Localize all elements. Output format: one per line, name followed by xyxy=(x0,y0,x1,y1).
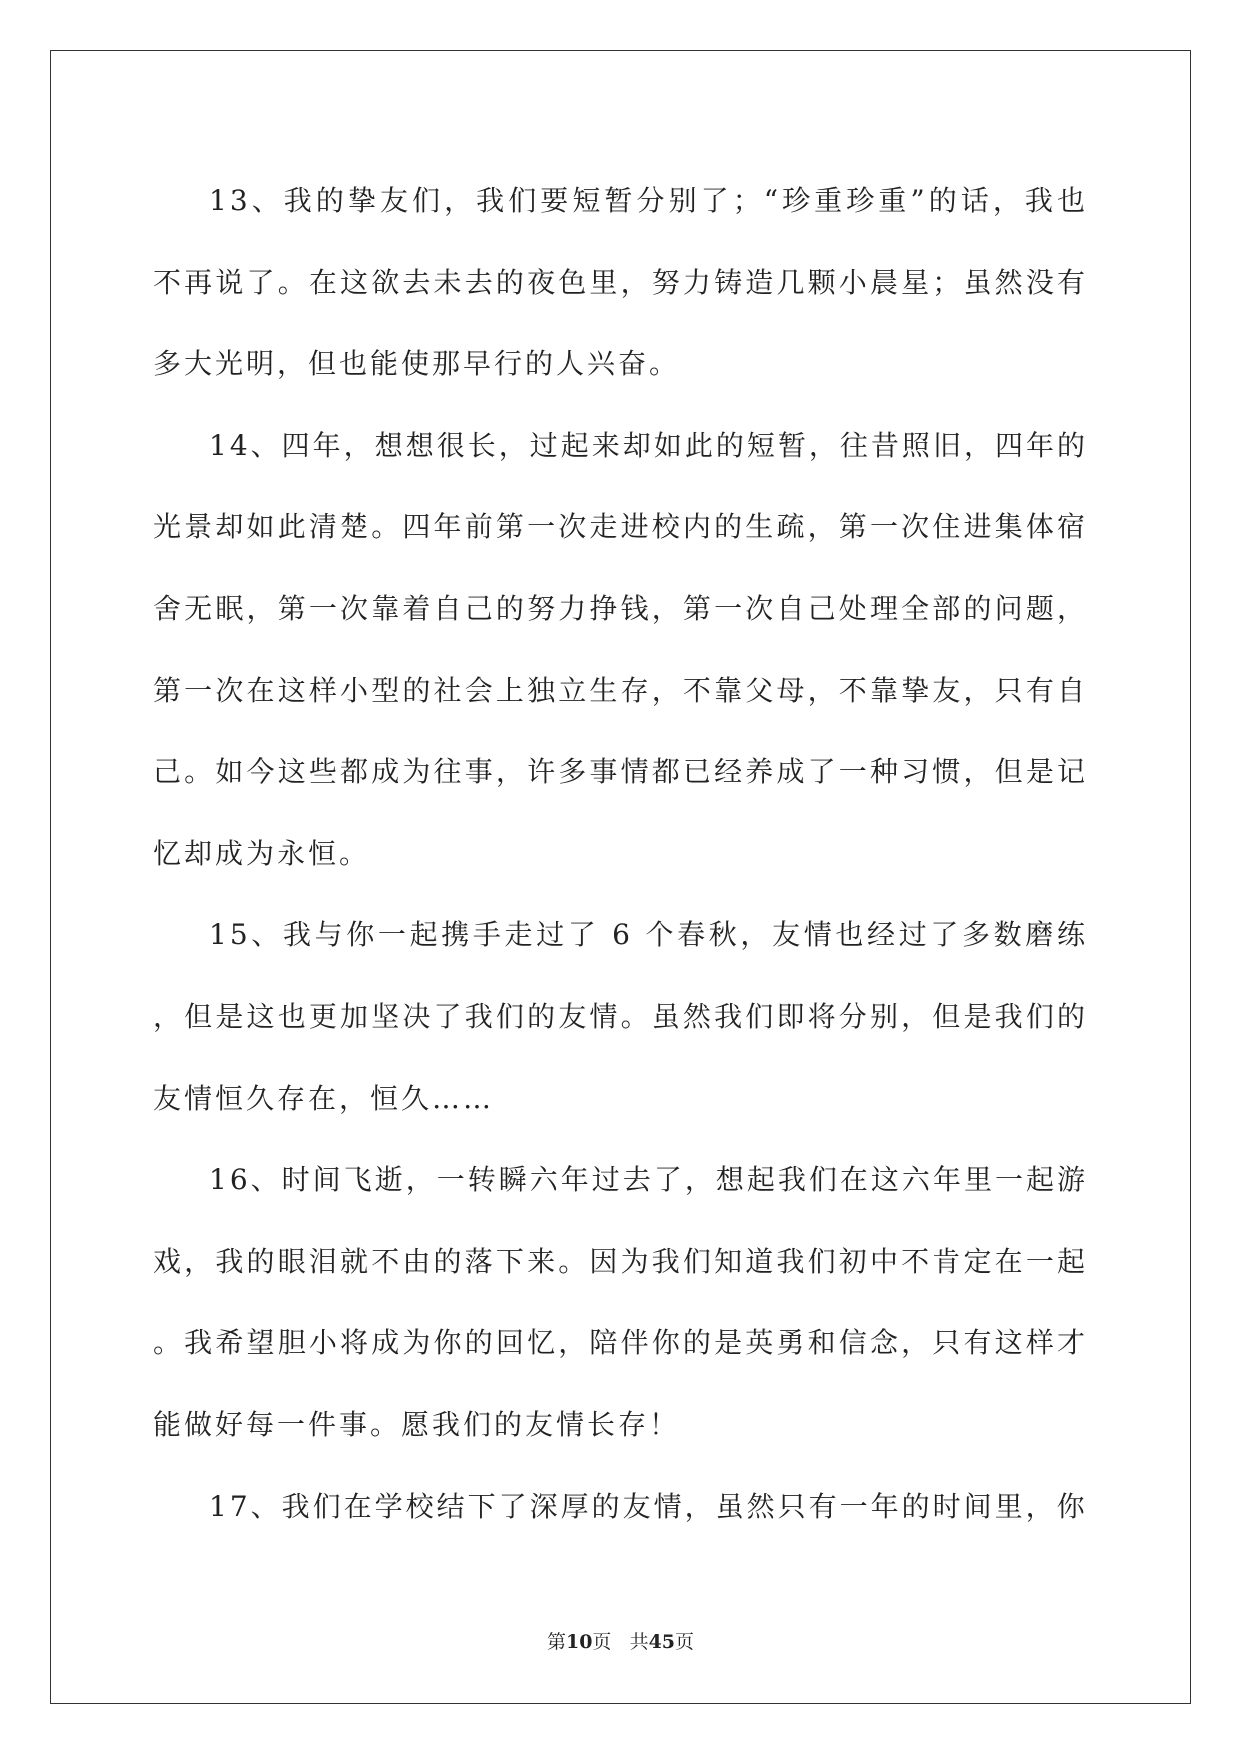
paragraph-15: 15、我与你一起携手走过了 6 个春秋，友情也经过了多数磨练，但是这也更加坚决了我们的友情。虽然我们即将分别，但是我们的友情恒久存在，恒久…… xyxy=(153,918,1088,1115)
page-footer xyxy=(0,1627,1241,1654)
paragraph-16: 16、时间飞逝，一转瞬六年过去了，想起我们在这六年里一起游戏，我的眼泪就不由的落下来。因为我们知道我们初中不肯定在一起。我希望胆小将成为你的回忆，陪伴你的是英勇和信念，只有这样才能做好每一件事。愿我们的友情长存！ xyxy=(153,1163,1088,1441)
footer-page-prefix: 第 xyxy=(546,1631,566,1653)
document-body xyxy=(153,160,1088,1547)
footer-page-number: 10 xyxy=(565,1631,593,1653)
footer-total-suffix: 页 xyxy=(675,1631,695,1653)
footer-total-pages: 45 xyxy=(648,1631,676,1653)
paragraph-13: 13、我的挚友们，我们要短暂分别了；“珍重珍重”的话，我也不再说了。在这欲去未去的夜色里，努力铸造几颗小晨星；虽然没有多大光明，但也能使那早行的人兴奋。 xyxy=(153,184,1088,381)
paragraph-14: 14、四年，想想很长，过起来却如此的短暂，往昔照旧，四年的光景却如此清楚。四年前第一次走进校内的生疏，第一次住进集体宿舍无眠，第一次靠着自己的努力挣钱，第一次自己处理全部的问题，第一次在这样小型的社会上独立生存，不靠父母，不靠挚友，只有自己。如今这些都成为往事，许多事情都已经养成了一种习惯，但是记忆却成为永恒。 xyxy=(153,428,1088,870)
paragraph-17: 17、我们在学校结下了深厚的友情，虽然只有一年的时间里，你 xyxy=(209,1489,1088,1523)
footer-page-suffix: 页 xyxy=(592,1631,612,1653)
footer-total-prefix: 共 xyxy=(629,1631,649,1653)
